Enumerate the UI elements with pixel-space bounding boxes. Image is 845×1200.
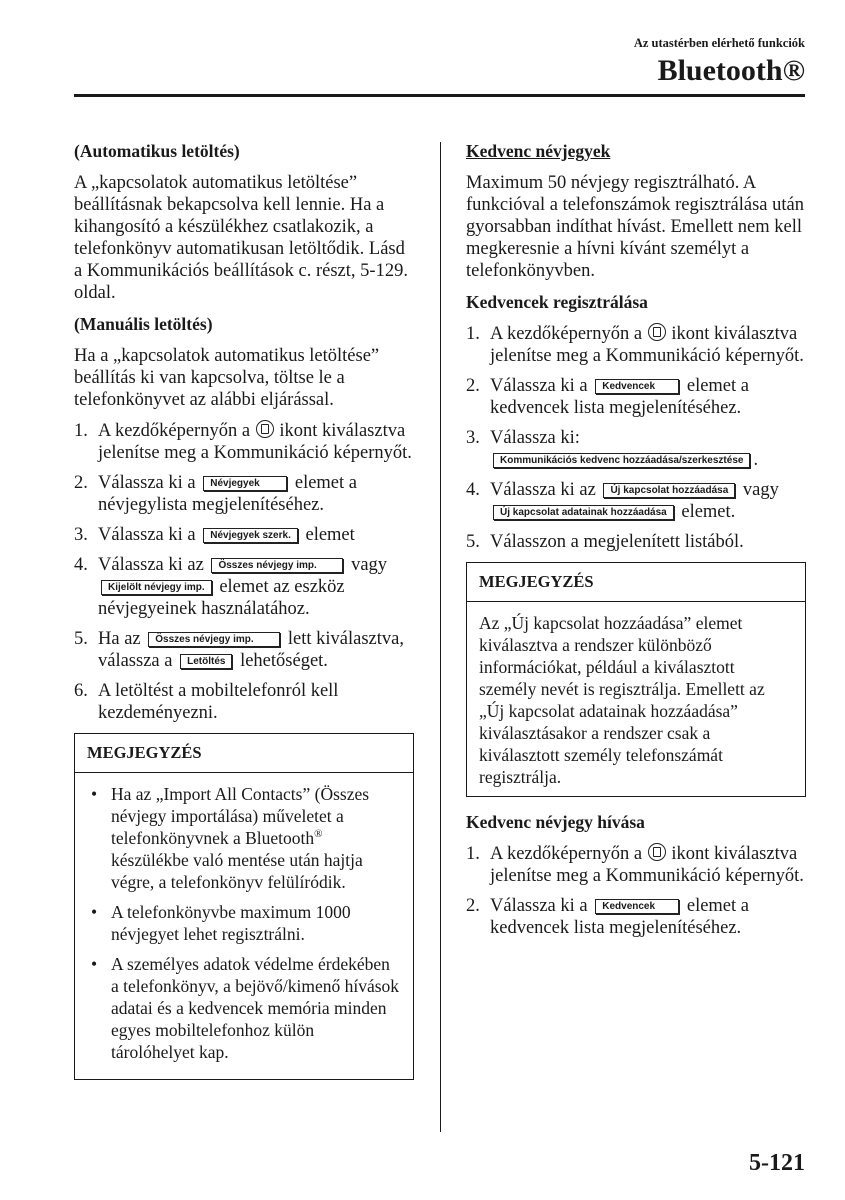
step-number: 4. bbox=[74, 555, 88, 575]
import-selected-contact-button[interactable]: Kijelölt névjegy imp. bbox=[101, 580, 212, 595]
note-text: Az „Új kapcsolat hozzáadása” elemet kiválasztva a rendszer különböző információkat, például a kiválasztott személy nevét is regisztrálja. Emellett az „Új kapcsolat adatainak hozzáadása” kiválasztásakor a rendszer csak a kiválasztott személy telefonszámát regisztrálja. bbox=[479, 613, 765, 787]
add-new-contact-button[interactable]: Új kapcsolat hozzáadása bbox=[603, 483, 735, 498]
step-number: 5. bbox=[74, 629, 88, 649]
step-text: elemet az eszköz névjegyeinek használatához. bbox=[98, 577, 345, 619]
step-text: ikont kiválasztva jelenítse meg a Kommunikáció képernyőt. bbox=[490, 844, 804, 886]
step-number: 6. bbox=[74, 681, 88, 701]
import-all-contacts-button[interactable]: Összes névjegy imp. bbox=[211, 558, 343, 573]
step-number: 1. bbox=[74, 421, 88, 441]
note-bullets bbox=[87, 783, 401, 1063]
step-text: Válassza ki a bbox=[98, 525, 196, 545]
step-text: Válasszon a megjelenített listából. bbox=[490, 532, 744, 552]
page-number: 5-121 bbox=[749, 1150, 805, 1176]
right-column bbox=[466, 140, 806, 948]
download-button[interactable]: Letöltés bbox=[180, 654, 232, 669]
step-text: A kezdőképernyőn a bbox=[490, 844, 643, 864]
step-number: 3. bbox=[74, 525, 88, 545]
step-text: elemet bbox=[305, 525, 355, 545]
step-number: 2. bbox=[466, 896, 480, 916]
bullet-text: A személyes adatok védelme érdekében a telefonkönyv, a bejövő/kimenő hívások adatai és a kedvencek memória minden egyes mobiltelefonhoz külön tárolóhelyet kap. bbox=[111, 954, 400, 1062]
registered-mark: ® bbox=[314, 828, 323, 841]
list-item bbox=[466, 323, 806, 367]
call-favorite-heading: Kedvenc névjegy hívása bbox=[466, 812, 645, 832]
step-text: Válassza ki: bbox=[490, 428, 580, 448]
step-number: 1. bbox=[466, 844, 480, 864]
list-item bbox=[87, 953, 401, 1063]
note-title: MEGJEGYZÉS bbox=[467, 563, 805, 602]
manual-download-text: Ha a „kapcsolatok automatikus letöltése” beállítás ki van kapcsolva, töltse le a telefonkönyvet az alábbi eljárással. bbox=[74, 346, 380, 410]
list-item bbox=[74, 628, 414, 672]
step-text: A kezdőképernyőn a bbox=[490, 324, 643, 344]
auto-download-heading: (Automatikus letöltés) bbox=[74, 141, 240, 161]
favorites-text: Maximum 50 névjegy regisztrálható. A funkcióval a telefonszámok regisztrálása után gyorsabban indíthat hívást. Emellett nem kell megkeresnie a hívni kívánt személyt a telefonkönyvben. bbox=[466, 173, 804, 281]
step-number: 3. bbox=[466, 428, 480, 448]
step-text: Válassza ki a bbox=[490, 376, 588, 396]
step-text: Válassza ki a bbox=[490, 896, 588, 916]
header-rule bbox=[74, 94, 805, 97]
auto-download-text: A „kapcsolatok automatikus letöltése” beállításnak bekapcsolva kell lennie. Ha a kihangosító a készülékhez csatlakozik, a telefonkönyv automatikusan letöltődik. Lásd a Kommunikációs beállítások c. részt, 5-129. oldal. bbox=[74, 173, 408, 303]
call-steps bbox=[466, 843, 806, 939]
favorites-heading: Kedvenc névjegyek bbox=[466, 141, 611, 161]
list-item bbox=[74, 554, 414, 620]
add-edit-favorite-button[interactable]: Kommunikációs kedvenc hozzáadása/szerkesztése bbox=[493, 453, 750, 468]
list-item bbox=[466, 895, 806, 939]
step-text: A kezdőképernyőn a bbox=[98, 421, 251, 441]
note-title: MEGJEGYZÉS bbox=[75, 734, 413, 773]
left-column bbox=[74, 140, 414, 1094]
edit-contacts-button[interactable]: Névjegyek szerk. bbox=[203, 528, 298, 543]
step-text: elemet. bbox=[681, 502, 736, 522]
step-text: vagy bbox=[742, 480, 779, 500]
step-text: . bbox=[753, 450, 759, 470]
step-text: elemet a kedvencek lista megjelenítéséhez. bbox=[490, 376, 749, 418]
contacts-button[interactable]: Névjegyek bbox=[203, 476, 287, 491]
step-text: Válassza ki az bbox=[490, 480, 596, 500]
step-text: ikont kiválasztva jelenítse meg a Kommunikáció képernyőt. bbox=[490, 324, 804, 366]
step-text: elemet a névjegylista megjelenítéséhez. bbox=[98, 473, 357, 515]
favorites-button[interactable]: Kedvencek bbox=[595, 899, 679, 914]
bullet-text: készülékbe való mentése után hajtja végre, a telefonkönyv felülíródik. bbox=[111, 850, 363, 892]
phone-icon bbox=[648, 323, 666, 341]
list-item bbox=[466, 843, 806, 887]
step-text: Válassza ki az bbox=[98, 555, 204, 575]
bullet-icon: • bbox=[91, 954, 98, 974]
note-box bbox=[466, 562, 806, 797]
step-text: lett kiválasztva, válassza a bbox=[98, 629, 404, 671]
step-text: lehetőséget. bbox=[240, 651, 328, 671]
step-text: A letöltést a mobiltelefonról kell kezdeményezni. bbox=[98, 681, 339, 723]
step-text: Ha az bbox=[98, 629, 141, 649]
bullet-text: Ha az „Import All Contacts” (Összes névjegy importálása) műveletet a telefonkönyvnek a Bluetooth bbox=[111, 784, 370, 848]
step-number: 5. bbox=[466, 532, 480, 552]
add-contact-details-button[interactable]: Új kapcsolat adatainak hozzáadása bbox=[493, 505, 674, 520]
favorites-button[interactable]: Kedvencek bbox=[595, 379, 679, 394]
column-divider bbox=[440, 142, 441, 1132]
import-all-contacts-button[interactable]: Összes névjegy imp. bbox=[148, 632, 280, 647]
list-item bbox=[74, 420, 414, 464]
list-item bbox=[74, 680, 414, 724]
bullet-text: A telefonkönyvbe maximum 1000 névjegyet lehet regisztrálni. bbox=[111, 902, 351, 944]
list-item bbox=[87, 783, 401, 893]
step-number: 2. bbox=[466, 376, 480, 396]
list-item bbox=[466, 531, 806, 553]
step-number: 4. bbox=[466, 480, 480, 500]
list-item bbox=[87, 901, 401, 945]
note-body bbox=[467, 602, 805, 796]
step-text: Válassza ki a bbox=[98, 473, 196, 493]
bullet-icon: • bbox=[91, 784, 98, 804]
step-text: vagy bbox=[351, 555, 388, 575]
step-number: 1. bbox=[466, 324, 480, 344]
register-steps bbox=[466, 323, 806, 553]
page-title: Bluetooth® bbox=[657, 54, 805, 87]
list-item bbox=[466, 427, 806, 471]
list-item bbox=[74, 524, 414, 546]
register-favorites-heading: Kedvencek regisztrálása bbox=[466, 292, 648, 312]
note-box bbox=[74, 733, 414, 1080]
step-text: elemet a kedvencek lista megjelenítéséhez. bbox=[490, 896, 749, 938]
note-body bbox=[75, 773, 413, 1079]
step-text: ikont kiválasztva jelenítse meg a Kommunikáció képernyőt. bbox=[98, 421, 412, 463]
step-number: 2. bbox=[74, 473, 88, 493]
list-item bbox=[466, 375, 806, 419]
header-section: Az utastérben elérhető funkciók bbox=[633, 36, 805, 50]
phone-icon bbox=[256, 420, 274, 438]
phone-icon bbox=[648, 843, 666, 861]
download-steps bbox=[74, 420, 414, 724]
manual-download-heading: (Manuális letöltés) bbox=[74, 314, 213, 334]
list-item bbox=[74, 472, 414, 516]
bullet-icon: • bbox=[91, 902, 98, 922]
list-item bbox=[466, 479, 806, 523]
